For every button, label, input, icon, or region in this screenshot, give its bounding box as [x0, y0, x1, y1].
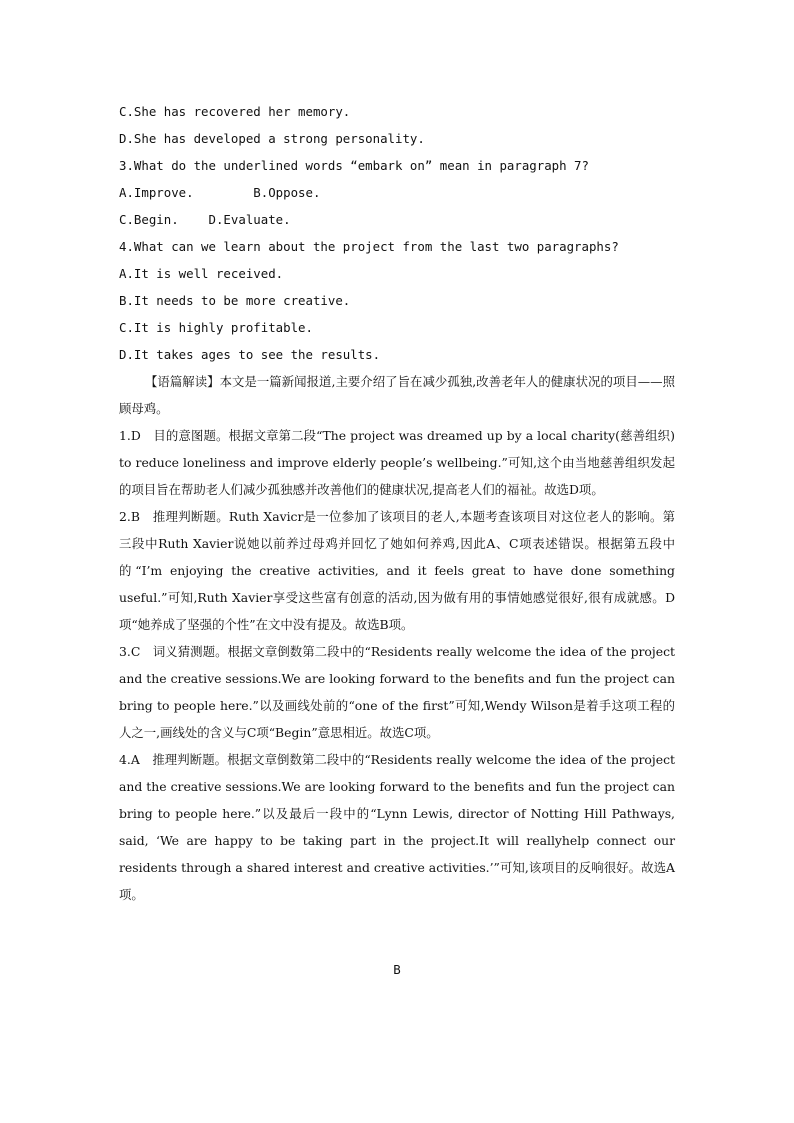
option-line: B.It needs to be more creative. — [119, 293, 351, 308]
option-line: A.Improve. B.Oppose. — [119, 185, 321, 200]
option-line: C.She has recovered her memory. — [119, 104, 351, 119]
answer-explanation-3: 3.C 词义猜测题。根据文章倒数第二段中的“Residents really welcome the idea of the project and the creative sessions.We are looking forward to the benefits and fun the project can bring to people here.”以及画线处前的“one of the first”可知,Wendy Wilson是着手这项工程的人之一,画线处的含义与C项“Begin”意思相近。故选C项。 — [119, 644, 675, 740]
section-label: B — [393, 962, 401, 977]
answer-explanation-2: 2.B 推理判断题。Ruth Xavicr是一位参加了该项目的老人,本题考查该项目对这位老人的影响。第三段中Ruth Xavier说她以前养过母鸡并回忆了她如何养鸡,因此A、C项表述错误。根据第五段中的“I’m enjoying the creative activities, and it feels great to have done something useful.”可知,Ruth Xavier享受这些富有创意的活动,因为做有用的事情她感觉很好,很有成就感。D项“她养成了坚强的个性”在文中没有提及。故选B项。 — [119, 509, 675, 632]
content-area — [119, 98, 675, 908]
option-line: D.She has developed a strong personality. — [119, 131, 425, 146]
analysis-intro: 【语篇解读】本文是一篇新闻报道,主要介绍了旨在减少孤独,改善老年人的健康状况的项目——照顾母鸡。 — [119, 374, 675, 416]
option-line: C.Begin. D.Evaluate. — [119, 212, 291, 227]
answer-explanation-1: 1.D 目的意图题。根据文章第二段“The project was dreamed up by a local charity(慈善组织) to reduce loneliness and improve elderly people’s wellbeing.”可知,这个由当地慈善组织发起的项目旨在帮助老人们减少孤独感并改善他们的健康状况,提高老人们的福祉。故选D项。 — [119, 428, 675, 497]
option-line: C.It is highly profitable. — [119, 320, 313, 335]
question-line: 4.What can we learn about the project from the last two paragraphs? — [119, 239, 619, 254]
answer-explanation-4: 4.A 推理判断题。根据文章倒数第二段中的“Residents really welcome the idea of the project and the creative sessions.We are looking forward to the benefits and fun the project can bring to people here.”以及最后一段中的“Lynn Lewis, director of Notting Hill Pathways, said, ‘We are happy to be taking part in the project.It will reallyhelp connect our residents through a shared interest and creative activities.’”可知,该项目的反响很好。故选A项。 — [119, 752, 675, 902]
question-line: 3.What do the underlined words “embark on” mean in paragraph 7? — [119, 158, 589, 173]
option-line: A.It is well received. — [119, 266, 284, 281]
option-line: D.It takes ages to see the results. — [119, 347, 381, 362]
